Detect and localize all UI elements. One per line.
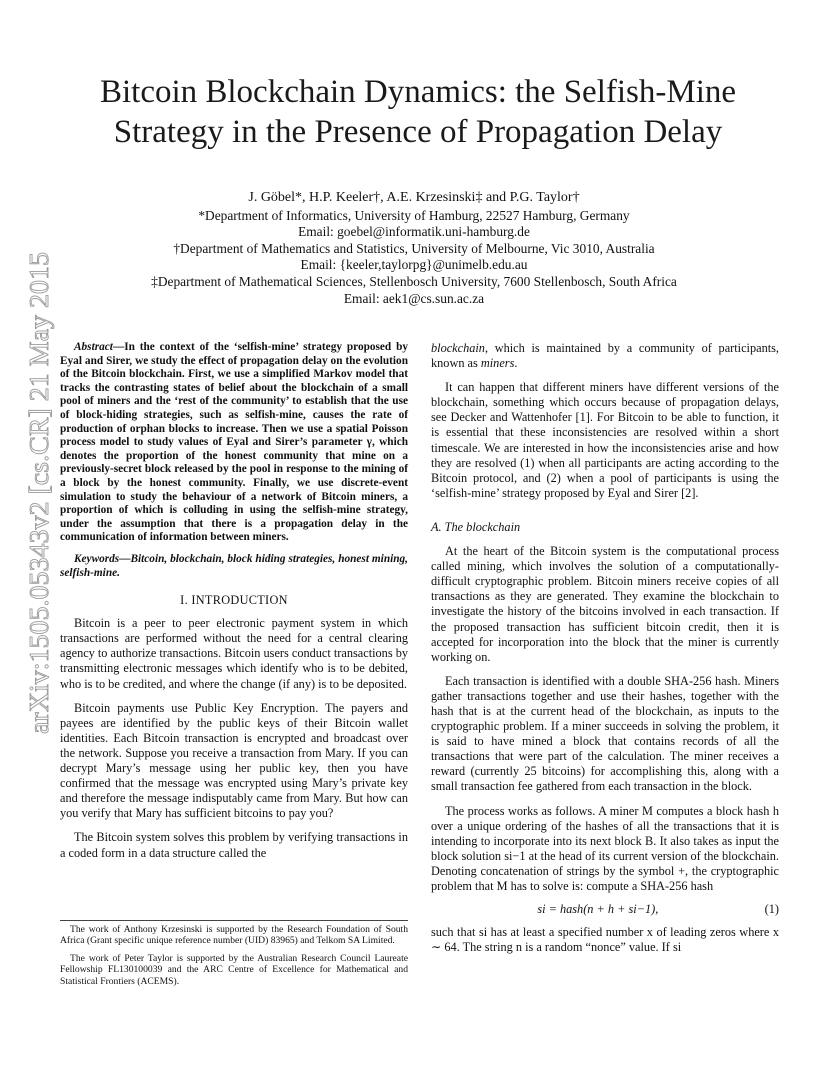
arxiv-stamp [22, 248, 56, 738]
paper-title [60, 72, 776, 152]
footnote-1: The work of Anthony Krzesinski is supported by the Research Foundation of South Africa (Grant specific unique reference number (UID) 83965) and Telkom SA Limited. [60, 924, 408, 947]
intro-paragraph-2: Bitcoin payments use Public Key Encryption. The payers and payees are identified by the public keys of their Bitcoin wallet identities. Each Bitcoin transaction is encrypted and broadcast over the network. Suppose you receive a transaction from Mary. If you can decrypt Mary’s message using her public key, then you have confirmed that the message was encrypted using Mary’s private key and therefore the message indisputably came from Mary. But how can you verify that Mary has sufficient bitcoins to pay you? [60, 700, 408, 821]
section-heading-introduction: I. INTRODUCTION [180, 593, 288, 608]
right-paragraph-0 [431, 341, 779, 371]
right-paragraph-1: It can happen that different miners have different versions of the blockchain, something which occurs because of propagation delays, see Decker and Wattenhofer [1]. For Bitcoin to be able to function, it is essential that these inconsistencies are resolved within a short timescale. We are interested in how the inconsistencies arise and how they are resolved (1) when all participants are acting according to the Bitcoin protocol, and (2) when a pool of participants is using the ‘selfish-mine’ strategy proposed by Eyal and Sirer [2]. [431, 380, 779, 500]
keywords: Keywords—Bitcoin, blockchain, block hiding strategies, honest mining, selfish-mine. [60, 552, 408, 579]
email-3: Email: aek1@cs.sun.ac.za [343, 290, 485, 306]
email-2: Email: {keeler,taylorpg}@unimelb.edu.au [300, 257, 528, 273]
right-paragraph-0-end: . [514, 356, 518, 371]
equation-1 [431, 902, 779, 917]
footnote-2: The work of Peter Taylor is supported by the Australian Research Council Laureate Fellowship FL130100039 and the ARC Centre of Excellence for Mathematical and Statistical Frontiers (ACEMS). [60, 952, 408, 987]
right-paragraph-2: At the heart of the Bitcoin system is the computational process called mining, which involves the solution of a computationally-difficult cryptographic problem. Bitcoin miners receive copies of all transactions as they are generated. They examine the blockchain to investigate the history of the bitcoins involved in each transaction. If the proposed transaction has sufficient bitcoin credit, then it is accepted for incorporation into the block that the miner is currently working on. [431, 544, 779, 664]
abstract [60, 341, 408, 545]
right-column [431, 341, 779, 955]
left-column [60, 341, 408, 861]
subsection-heading-blockchain: A. The blockchain [431, 519, 521, 534]
right-paragraph-3: Each transaction is identified with a double SHA-256 hash. Miners gather transactions together and use their hashes, together with the hash that is at the current head of the blockchain, as inputs to the cryptographic problem. If a miner succeeds in solving the problem, it is said to have mined a block that contains records of all the transactions that were part of the calculation. The miner receives a reward (currently 25 bitcoins) for accomplishing this, along with a small transaction fee gathered from each transaction in the block. [431, 673, 779, 794]
equation-body: si = hash(n + h + si−1), [537, 902, 659, 917]
term-miners: miners [480, 356, 515, 371]
email-1: Email: goebel@informatik.uni-hamburg.de [298, 224, 530, 240]
equation-number: (1) [764, 902, 779, 917]
right-paragraph-4: The process works as follows. A miner M computes a block hash h over a unique ordering of the hashes of all the transactions that it is intending to incorporate into its next block B. It also takes as input the block solution si−1 at the head of its current version of the blockchain. Denoting concatenation of strings by the symbol +, the cryptographic problem that M has to solve is: compute a SHA-256 hash [431, 803, 779, 893]
right-paragraph-5: such that si has at least a specified number x of leading zeros where x ∼ 64. The string n is a random “nonce” value. If si [431, 925, 779, 955]
author-names: J. Göbel*, H.P. Keeler†, A.E. Krzesinski‡ and P.G. Taylor† [248, 190, 580, 205]
footnote-rule [60, 920, 408, 921]
affiliation-2: †Department of Mathematics and Statistics, University of Melbourne, Vic 3010, Australia [173, 240, 655, 256]
footnotes [60, 920, 408, 993]
abstract-lead: Abstract [74, 341, 113, 353]
intro-paragraph-1: Bitcoin is a peer to peer electronic payment system in which transactions are performed without the need for a central clearing agency to authorize transactions. Bitcoin users conduct transactions by transmitting electronic messages which identify who is to be debited, who is to be credited, and where the change (if any) is to be deposited. [60, 616, 408, 691]
term-blockchain: blockchain [431, 341, 485, 355]
affiliation-3: ‡Department of Mathematical Sciences, Stellenbosch University, 7600 Stellenbosch, South Africa [151, 273, 677, 289]
right-paragraph-0-text: , which is maintained by a community of participants, known as [431, 341, 779, 371]
affiliation-1: *Department of Informatics, University of Hamburg, 22527 Hamburg, Germany [198, 207, 630, 223]
title-line-2: Strategy in the Presence of Propagation Delay [113, 114, 723, 150]
intro-paragraph-3: The Bitcoin system solves this problem by verifying transactions in a coded form in a data structure called the [60, 830, 408, 860]
title-line-1: Bitcoin Blockchain Dynamics: the Selfish-Mine [99, 74, 737, 110]
arxiv-stamp-text: arXiv:1505.05343v2 [cs.CR] 21 May 2015 [23, 260, 54, 734]
abstract-text: —In the context of the ‘selfish-mine’ strategy proposed by Eyal and Sirer, we study the effect of propagation delay on the evolution of the Bitcoin blockchain. First, we use a simplified Markov model that tracks the contrasting states of belief about the blockchain of a small pool of miners and the ‘rest of the community’ to establish that the use of block-hiding strategies, such as selfish-mine, causes the rate of production of orphan blocks to increase. Then we use a spatial Poisson process model to study values of Eyal and Sirer’s parameter γ, which denotes the proportion of the honest community that mine on a previously-secret block released by the pool in response to the mining of a block by the honest community. Finally, we use discrete-event simulation to study the behaviour of a network of Bitcoin miners, a proportion of which is colluding in using the selfish-mine strategy, under the assumption that there is a propagation delay in the communication of information between miners. [60, 341, 408, 544]
author-block [100, 190, 728, 307]
